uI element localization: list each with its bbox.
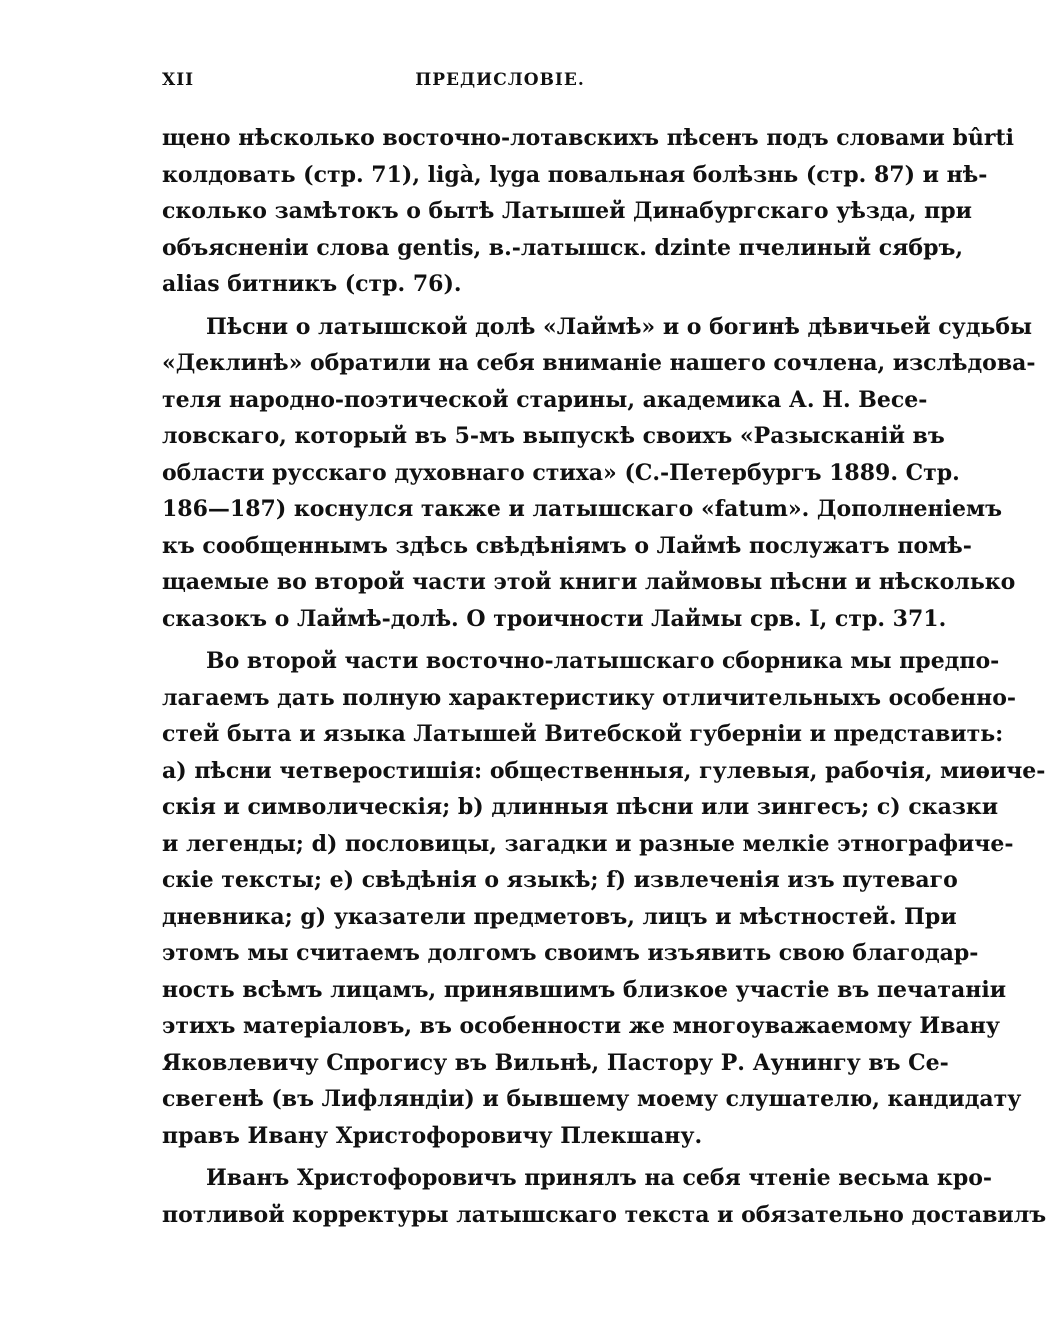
text-line: этомъ мы считаемъ долгомъ своимъ изъявить свою благодар- <box>162 940 979 966</box>
text-line: щаемые во второй части этой книги лаймовы пѣсни и нѣсколько <box>162 569 1016 595</box>
paragraph-2 <box>162 309 1036 638</box>
page-number: XII <box>162 70 195 90</box>
text-line: свегенѣ (въ Лифляндіи) и бывшему моему слушателю, кандидату <box>162 1086 1022 1112</box>
text-line: alias битникъ (стр. 76). <box>162 271 462 297</box>
text-line: къ сообщеннымъ здѣсь свѣдѣніямъ о Лаймѣ послужатъ помѣ- <box>162 532 972 559</box>
paragraph-4 <box>162 1160 1046 1233</box>
running-title: ПРЕДИСЛОВІЕ. <box>415 70 585 90</box>
text-line: ность всѣмъ лицамъ, принявшимъ близкое участіе въ печатаніи <box>162 976 1007 1003</box>
text-line: стей быта и языка Латышей Витебской губерніи и представить: <box>162 721 1004 747</box>
text-line: «Деклинѣ» обратили на себя вниманіе нашего сочлена, изслѣдова- <box>162 350 1036 376</box>
text-line: щено нѣсколько восточно-лотавскихъ пѣсенъ подъ словами bûrti <box>162 125 1014 151</box>
body-text <box>162 120 1046 1233</box>
text-line: ловскаго, который въ 5-мъ выпускѣ своихъ «Разысканій въ <box>162 423 945 449</box>
text-line: правъ Ивану Христофоровичу Плекшану. <box>162 1122 703 1149</box>
text-line: скія и символическія; b) длинныя пѣсни или зингесъ; c) сказки <box>162 794 999 820</box>
text-line: сколько замѣтокъ о бытѣ Латышей Динабургскаго уѣзда, при <box>162 198 972 224</box>
text-line: дневника; g) указатели предметовъ, лицъ и мѣстностей. При <box>162 903 957 930</box>
text-line: лагаемъ дать полную характеристику отличительныхъ особенно- <box>162 684 1017 711</box>
text-line: Яковлевичу Спрогису въ Вильнѣ, Пастору Р. Аунингу въ Се- <box>162 1049 949 1076</box>
text-line: Пѣсни о латышской долѣ «Лаймѣ» и о богинѣ дѣвичьей судьбы <box>206 313 1033 340</box>
text-line: 186—187) коснулся также и латышскаго «fatum». Дополненіемъ <box>162 496 1002 522</box>
text-line: скіе тексты; e) свѣдѣнія о языкѣ; f) извлеченія изъ путеваго <box>162 867 958 893</box>
text-line: Иванъ Христофоровичъ принялъ на себя чтеніе весьма кро- <box>206 1165 993 1191</box>
text-line: колдовать (стр. 71), ligà, lyga повальная болѣзнь (стр. 87) и нѣ- <box>162 161 988 188</box>
text-line: этихъ матеріаловъ, въ особенности же многоуважаемому Ивану <box>162 1013 1000 1039</box>
text-line: объясненіи слова gentis, в.-латышск. dzinte пчелиный сябръ, <box>162 234 964 261</box>
paragraph-3 <box>162 643 1046 1154</box>
text-line: a) пѣсни четверостишія: общественныя, гулевыя, рабочія, миѳиче- <box>162 757 1046 784</box>
text-line: сказокъ о Лаймѣ-долѣ. О троичности Лаймы срв. I, стр. 371. <box>162 605 947 632</box>
text-line: теля народно-поэтической старины, академика А. Н. Весе- <box>162 386 928 413</box>
paragraph-1 <box>162 120 1014 303</box>
text-line: области русскаго духовнаго стиха» (С.-Петербургъ 1889. Стр. <box>162 459 960 486</box>
text-line: потливой корректуры латышскаго текста и обязательно доставилъ <box>162 1201 1046 1228</box>
running-head <box>162 70 838 98</box>
text-line: Во второй части восточно-латышскаго сборника мы предпо- <box>206 648 1000 674</box>
text-line: и легенды; d) пословицы, загадки и разные мелкіе этнографиче- <box>162 830 1014 857</box>
